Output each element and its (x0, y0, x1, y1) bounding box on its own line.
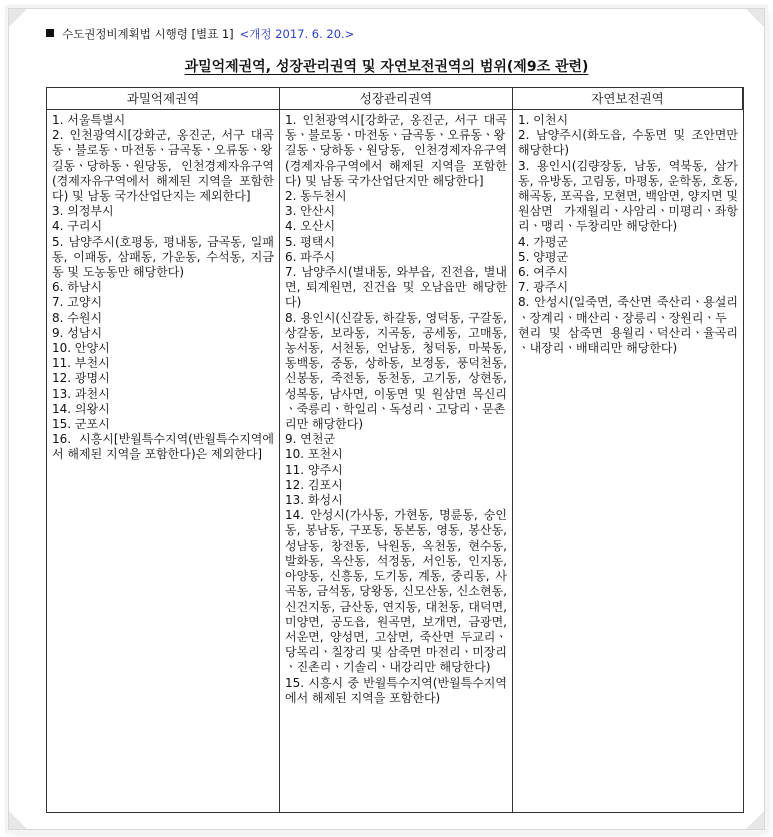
list-item: 1. 이천시 (518, 113, 569, 127)
column-header-congestion: 과밀억제권역 (47, 88, 280, 110)
column-header-growth: 성장관리권역 (280, 88, 513, 110)
frame-corner (9, 811, 27, 829)
list-item: 11. 양주시 (285, 462, 343, 477)
frame-corner (9, 9, 27, 27)
document-header (46, 26, 354, 42)
list-item: 4. 오산시 (285, 219, 336, 234)
list-item: 5. 남양주시(호평동, 평내동, 금곡동, 일패동, 이패동, 삼패동, 가운동, 수석동, 지금동 및 도농동만 해당한다) (52, 234, 274, 280)
list-item: 14. 안성시(가사동, 가현동, 명륜동, 숭인동, 봉남동, 구포동, 동본동, 영동, 봉산동, 성남동, 창전동, 낙원동, 옥천동, 현수동, 발화동, 옥산동, 석정동, 서인동, 인지동, 아양동, 신흥동, 도기동, 계동, 중리동, 사곡동, 금석동, 당왕동, 신모산동, 신소현동, 신건지동, 금산동, 연지동, 대천동, 대덕면, 미양면, 공도읍, 원곡면, 보개면, 금광면, 서운면, 양성면, 고삼면, 죽산면 두교리ㆍ당목리ㆍ칠장리 및 삼죽면 마전리ㆍ미장리ㆍ진촌리ㆍ기솔리ㆍ내강리만 해당한다) (285, 508, 507, 675)
column-header-conservation: 자연보전권역 (513, 88, 743, 110)
list-item: 16. 시흥시[반월특수지역(반월특수지역에서 해제된 지역을 포함한다)은 제외한다] (52, 432, 274, 462)
list-item: 8. 안성시(일죽면, 죽산면 죽산리ㆍ용설리ㆍ장계리ㆍ매산리ㆍ장릉리ㆍ장원리ㆍ두현리 및 삼죽면 용월리ㆍ덕산리ㆍ율곡리ㆍ내장리ㆍ배태리만 해당한다) (518, 295, 738, 356)
list-item: 6. 하남시 (52, 280, 103, 295)
list-item: 6. 여주시 (518, 265, 569, 280)
list-item: 2. 남양주시(화도읍, 수동면 및 조안면만 해당한다) (518, 128, 738, 158)
list-item: 10. 포천시 (285, 447, 343, 462)
list-item: 15. 시흥시 중 반월특수지역(반월특수지역에서 해제된 지역을 포함한다) (285, 675, 507, 705)
list-item: 7. 광주시 (518, 280, 569, 295)
list-item: 15. 군포시 (52, 417, 110, 432)
list-item: 1. 서울특별시 (52, 113, 126, 127)
list-item: 14. 의왕시 (52, 401, 110, 416)
list-item: 1. 인천광역시[강화군, 옹진군, 서구 대곡동ㆍ불로동ㆍ마전동ㆍ금곡동ㆍ오류동ㆍ왕길동ㆍ당하동ㆍ원당동, 인천경제자유구역(경제자유구역에서 해제된 지역을 포함한다) 및 남동 국가산업단지만 해당한다] (285, 113, 507, 188)
list-item: 11. 부천시 (52, 356, 110, 371)
conservation-column (513, 110, 743, 812)
list-item: 4. 구리시 (52, 219, 103, 234)
list-item: 8. 수원시 (52, 310, 103, 325)
list-item: 13. 과천시 (52, 386, 110, 401)
list-item: 7. 남양주시(별내동, 와부읍, 진전읍, 별내면, 퇴계원면, 진건읍 및 오남읍만 해당한다) (285, 265, 507, 310)
list-item: 3. 안산시 (285, 204, 336, 219)
law-reference: 수도권정비계획법 시행령 [별표 1] (62, 27, 234, 41)
list-item: 3. 의정부시 (52, 204, 114, 219)
frame-corner (746, 811, 764, 829)
list-item: 5. 평택시 (285, 234, 336, 249)
list-item: 7. 고양시 (52, 295, 103, 310)
list-item: 2. 동두천시 (285, 189, 347, 204)
list-item: 9. 연천군 (285, 432, 336, 447)
list-item: 3. 용인시(김량장동, 남동, 역북동, 삼가동, 유방동, 고림동, 마평동, 운학동, 호동, 해곡동, 포곡읍, 모현면, 백암면, 양지면 및 원삼면 가재월리ㆍ사암리ㆍ미평리ㆍ좌항리ㆍ맹리ㆍ두창리만 해당한다) (518, 158, 738, 234)
growth-column (280, 110, 513, 812)
list-item: 5. 양평군 (518, 249, 569, 264)
list-item: 4. 가평군 (518, 234, 569, 249)
list-item: 2. 인천광역시[강화군, 옹진군, 서구 대곡동ㆍ불로동ㆍ마전동ㆍ금곡동ㆍ오류동ㆍ왕길동ㆍ당하동ㆍ원당동, 인천경제자유구역(경제자유구역에서 해제된 지역을 포함한다) 및 남동 국가산업단지는 제외한다] (52, 128, 274, 204)
amendment-date: <개정 2017. 6. 20.> (239, 27, 355, 41)
list-item: 9. 성남시 (52, 325, 103, 340)
square-bullet-icon (46, 29, 54, 37)
list-item: 12. 광명시 (52, 371, 110, 386)
list-item: 12. 김포시 (285, 477, 343, 492)
list-item: 8. 용인시(신갈동, 하갈동, 영덕동, 구갈동, 상갈동, 보라동, 지곡동, 공세동, 고매동, 농서동, 서천동, 언남동, 청덕동, 마북동, 동백동, 중동, 상하동, 보정동, 풍덕천동, 신봉동, 죽전동, 동천동, 고기동, 상현동, 성복동, 남사면, 이동면 및 원삼면 목신리ㆍ죽릉리ㆍ학일리ㆍ독성리ㆍ고당리ㆍ문촌리만 해당한다) (285, 310, 507, 432)
list-item: 6. 파주시 (285, 249, 336, 264)
list-item: 10. 안양시 (52, 341, 110, 356)
congestion-column (47, 110, 280, 812)
regions-table (46, 87, 744, 813)
frame-corner (746, 9, 764, 27)
list-item: 13. 화성시 (285, 493, 343, 508)
page-title: 과밀억제권역, 성장관리권역 및 자연보전권역의 범위(제9조 관련) (184, 59, 589, 75)
